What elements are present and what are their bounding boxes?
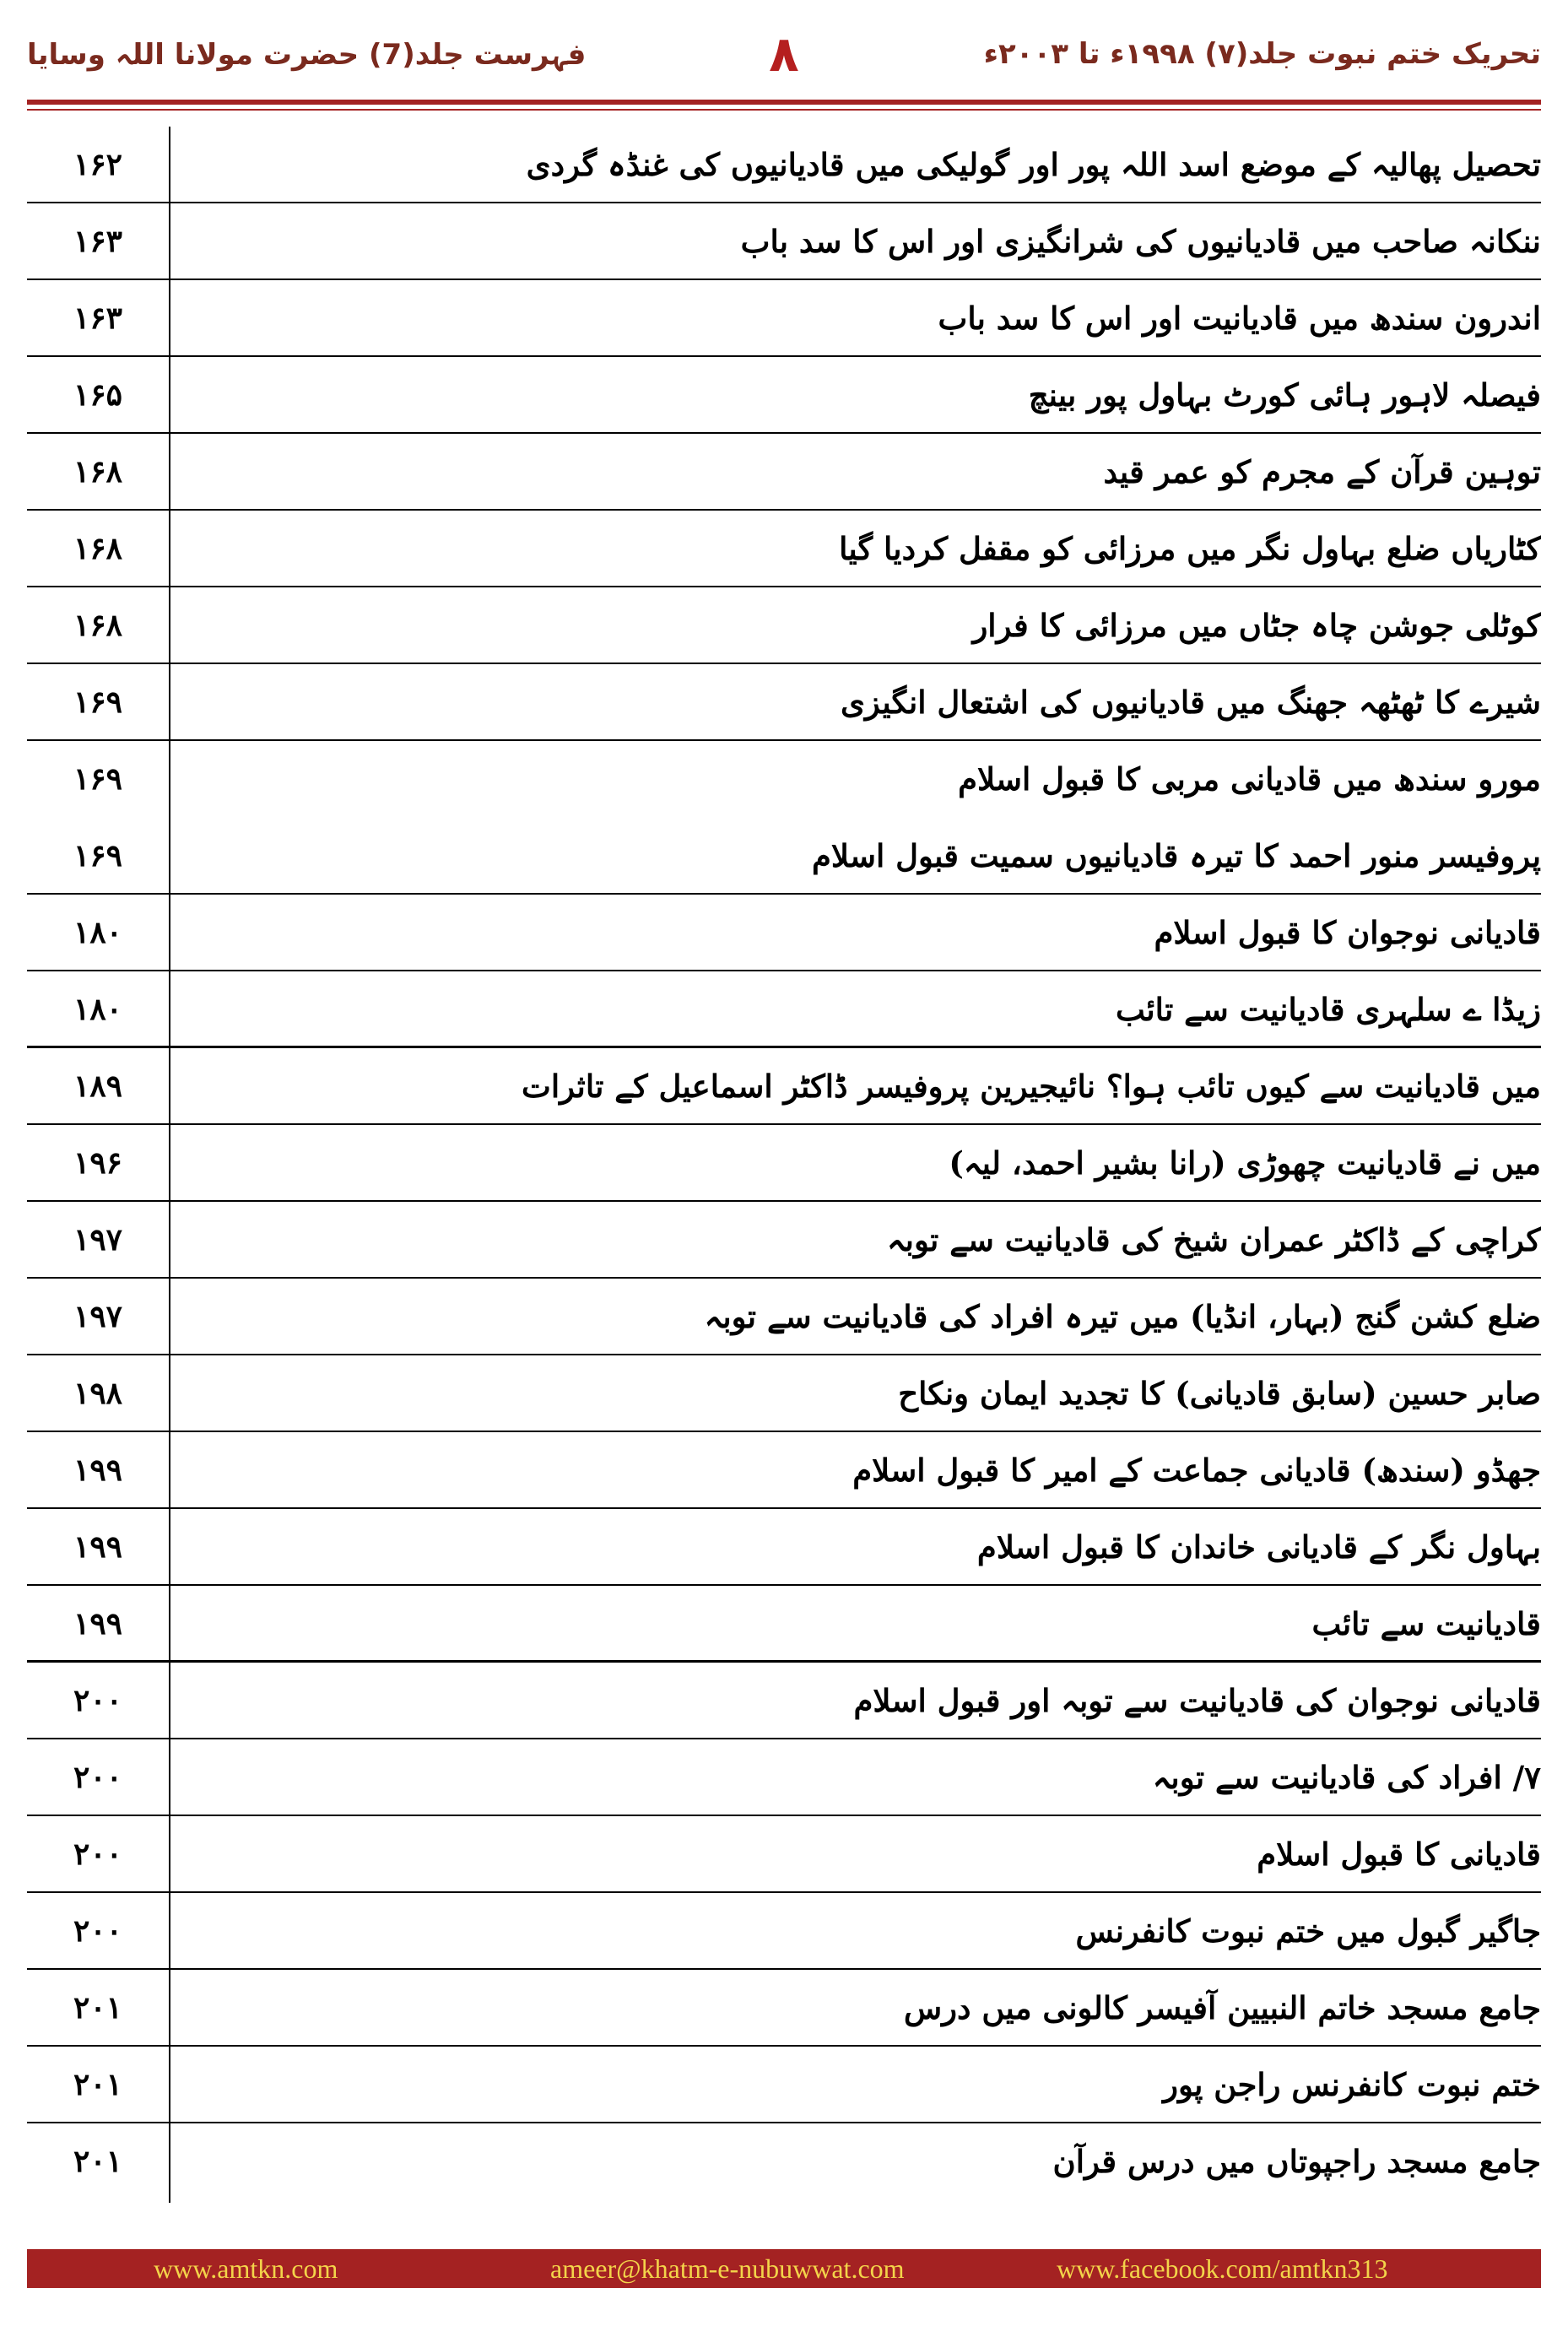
toc-entry-page: ۱۶۸	[73, 531, 122, 566]
toc-entry-title: بہاول نگر کے قادیانی خاندان کا قبول اسلام	[976, 1528, 1541, 1566]
toc-entry-page: ۱۸۹	[73, 1068, 122, 1104]
toc-entry-page: ۱۶۳	[73, 224, 122, 259]
toc-entry-page: ۱۶۸	[73, 454, 122, 489]
toc-entry-title: ۷/ افراد کی قادیانیت سے توبہ	[1152, 1759, 1541, 1796]
toc-entry-title: ضلع کشن گنج (بہار، انڈیا) میں تیرہ افراد کی قادیانیت سے توبہ	[704, 1298, 1541, 1335]
toc-row	[27, 895, 1541, 971]
footer-website-link[interactable]: www.amtkn.com	[154, 2253, 338, 2284]
toc-row	[27, 1355, 1541, 1432]
toc-row	[27, 587, 1541, 664]
toc-entry-title: صابر حسین (سابق قادیانی) کا تجدید ایمان ونکاح	[898, 1375, 1541, 1412]
toc-entry-title: قادیانی نوجوان کا قبول اسلام	[1154, 914, 1541, 951]
toc-row	[27, 357, 1541, 434]
toc-entry-page: ۲۰۰	[73, 1683, 122, 1718]
toc-entry-title: کوٹلی جوشن چاہ جٹاں میں مرزائی کا فرار	[972, 607, 1541, 644]
toc-row	[27, 1586, 1541, 1663]
toc-entry-page: ۱۹۷	[73, 1222, 122, 1258]
toc-entry-title: جاگیر گبول میں ختم نبوت کانفرنس	[1075, 1912, 1541, 1950]
header-book-title: تحریک ختم نبوت جلد(۷) ۱۹۹۸ء تا ۲۰۰۳ء	[983, 37, 1541, 71]
toc-row	[27, 1125, 1541, 1202]
toc-entry-page: ۱۶۳	[73, 300, 122, 336]
toc-entry-page: ۲۰۰	[73, 1836, 122, 1872]
page-header	[27, 25, 1541, 84]
toc-entry-page: ۲۰۱	[73, 1990, 122, 2026]
toc-row	[27, 818, 1541, 895]
toc-entry-title: پروفیسر منور احمد کا تیرہ قادیانیوں سمیت قبول اسلام	[811, 837, 1541, 874]
toc-entry-title: جامع مسجد راجپوتاں میں درس قرآن	[1052, 2143, 1541, 2180]
toc-row	[27, 1509, 1541, 1586]
toc-entry-title: توہین قرآن کے مجرم کو عمر قید	[1103, 453, 1541, 490]
footer-email-link[interactable]: ameer@khatm-e-nubuwwat.com	[550, 2253, 905, 2284]
table-of-contents	[27, 127, 1541, 2203]
toc-row	[27, 741, 1541, 818]
toc-entry-title: شیرے کا ٹھٹھہ جھنگ میں قادیانیوں کی اشتعال انگیزی	[840, 684, 1541, 721]
toc-row	[27, 127, 1541, 203]
toc-entry-title: جامع مسجد خاتم النبیین آفیسر کالونی میں درس	[903, 1989, 1541, 2026]
toc-row	[27, 1663, 1541, 1739]
toc-row	[27, 1432, 1541, 1509]
toc-row	[27, 1893, 1541, 1970]
toc-entry-page: ۱۶۵	[73, 377, 122, 413]
toc-row	[27, 434, 1541, 511]
toc-entry-page: ۱۹۷	[73, 1299, 122, 1334]
toc-row	[27, 1739, 1541, 1816]
toc-entry-page: ۱۹۸	[73, 1376, 122, 1411]
toc-row	[27, 971, 1541, 1048]
toc-entry-title: کٹاریاں ضلع بہاول نگر میں مرزائی کو مقفل کردیا گیا	[839, 530, 1541, 567]
toc-entry-page: ۲۰۱	[73, 2144, 122, 2179]
toc-entry-page: ۲۰۰	[73, 1760, 122, 1795]
header-rule-thin	[27, 109, 1541, 111]
toc-entry-page: ۱۶۸	[73, 608, 122, 643]
toc-row	[27, 1970, 1541, 2047]
toc-entry-page: ۱۶۹	[73, 684, 122, 720]
toc-entry-title: جھڈو (سندھ) قادیانی جماعت کے امیر کا قبول اسلام	[852, 1452, 1541, 1489]
footer-bar	[27, 2249, 1541, 2288]
toc-entry-page: ۱۸۰	[73, 992, 122, 1027]
toc-row	[27, 664, 1541, 741]
toc-entry-title: میں نے قادیانیت چھوڑی (رانا بشیر احمد، لیہ)	[949, 1144, 1541, 1182]
toc-entry-title: قادیانیت سے تائب	[1311, 1605, 1541, 1642]
toc-entry-page: ۱۹۹	[73, 1606, 122, 1642]
toc-entry-title: اندرون سندھ میں قادیانیت اور اس کا سد باب	[938, 300, 1541, 337]
toc-entry-page: ۱۹۶	[73, 1145, 122, 1181]
toc-entry-title: فیصلہ لاہور ہائی کورٹ بہاول پور بینچ	[1028, 376, 1541, 414]
toc-entry-page: ۲۰۱	[73, 2067, 122, 2102]
toc-entry-title: تحصیل پھالیہ کے موضع اسد اللہ پور اور گولیکی میں قادیانیوں کی غنڈہ گردی	[526, 146, 1541, 183]
toc-entry-page: ۱۹۹	[73, 1452, 122, 1488]
toc-entry-page: ۱۶۹	[73, 761, 122, 797]
toc-row	[27, 203, 1541, 280]
footer-facebook-link[interactable]: www.facebook.com/amtkn313	[1057, 2253, 1388, 2284]
toc-entry-page: ۱۸۰	[73, 915, 122, 950]
toc-entry-title: قادیانی کا قبول اسلام	[1257, 1836, 1541, 1873]
toc-entry-title: ختم نبوت کانفرنس راجن پور	[1163, 2066, 1541, 2103]
toc-row	[27, 2047, 1541, 2123]
toc-entry-title: مورو سندھ میں قادیانی مربی کا قبول اسلام	[958, 760, 1541, 798]
toc-entry-page: ۱۹۹	[73, 1529, 122, 1565]
toc-row	[27, 280, 1541, 357]
toc-row	[27, 2123, 1541, 2200]
toc-entry-page: ۲۰۰	[73, 1913, 122, 1949]
page-number: ۸	[769, 25, 799, 83]
toc-entry-title: میں قادیانیت سے کیوں تائب ہوا؟ نائیجیرین پروفیسر ڈاکٹر اسماعیل کے تاثرات	[522, 1068, 1541, 1105]
header-volume-index: فہرست جلد(7) حضرت مولانا اللہ وسایا	[27, 38, 587, 72]
toc-row	[27, 1202, 1541, 1279]
toc-entry-title: کراچی کے ڈاکٹر عمران شیخ کی قادیانیت سے توبہ	[886, 1221, 1541, 1258]
toc-entry-page: ۱۶۹	[73, 838, 122, 874]
toc-row	[27, 1048, 1541, 1125]
toc-entry-title: قادیانی نوجوان کی قادیانیت سے توبہ اور قبول اسلام	[853, 1682, 1541, 1719]
toc-entry-title: ننکانہ صاحب میں قادیانیوں کی شرانگیزی اور اس کا سد باب	[740, 223, 1541, 260]
toc-entry-page: ۱۶۲	[73, 147, 122, 182]
toc-row	[27, 1279, 1541, 1355]
header-rule	[27, 100, 1541, 105]
toc-row	[27, 1816, 1541, 1893]
toc-entry-title: زیڈا ے سلہری قادیانیت سے تائب	[1116, 991, 1541, 1028]
toc-row	[27, 511, 1541, 587]
